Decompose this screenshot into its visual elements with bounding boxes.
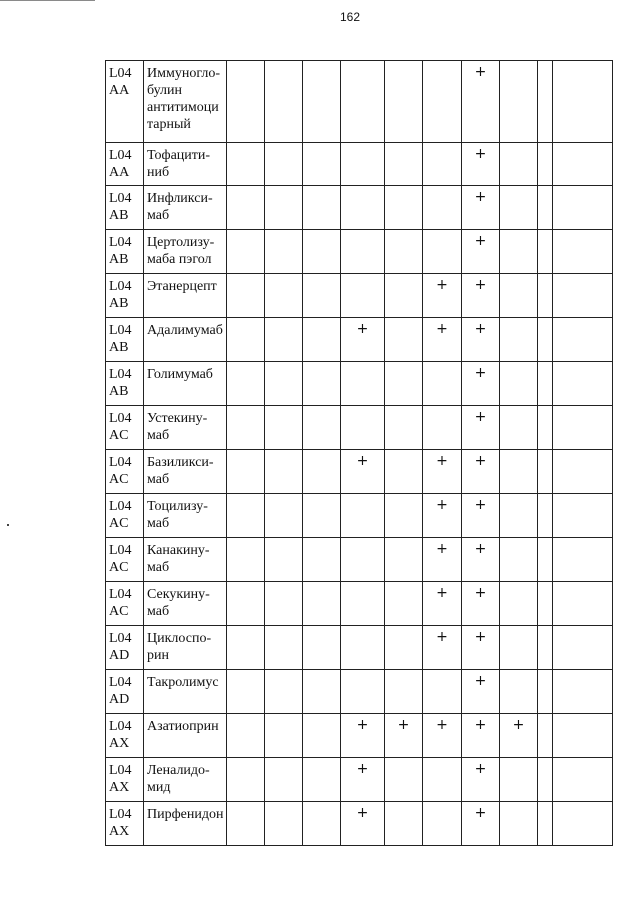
mark-cell xyxy=(341,61,385,143)
table-row xyxy=(106,802,613,846)
mark-cell xyxy=(500,582,538,626)
mark-cell xyxy=(385,450,423,494)
mark-cell xyxy=(385,318,423,362)
mark-cell xyxy=(538,406,553,450)
mark-cell xyxy=(500,626,538,670)
table-row xyxy=(106,450,613,494)
drug-name-cell: Базиликси- маб xyxy=(144,450,227,494)
mark-cell: + xyxy=(423,450,462,494)
mark-cell: + xyxy=(341,318,385,362)
mark-cell xyxy=(500,362,538,406)
mark-cell xyxy=(341,274,385,318)
mark-cell xyxy=(553,758,613,802)
mark-cell: + xyxy=(341,714,385,758)
drug-name-cell: Азатиоприн xyxy=(144,714,227,758)
mark-cell xyxy=(385,670,423,714)
mark-cell xyxy=(538,582,553,626)
mark-cell xyxy=(500,758,538,802)
mark-cell: + xyxy=(462,362,500,406)
table-row xyxy=(106,626,613,670)
table-row xyxy=(106,582,613,626)
atc-code-cell: L04 AB xyxy=(106,230,144,274)
mark-cell: + xyxy=(341,450,385,494)
mark-cell xyxy=(423,362,462,406)
mark-cell: + xyxy=(423,714,462,758)
mark-cell xyxy=(227,626,265,670)
mark-cell xyxy=(265,714,303,758)
atc-code-cell: L04 AD xyxy=(106,670,144,714)
mark-cell xyxy=(423,61,462,143)
mark-cell xyxy=(553,406,613,450)
mark-cell xyxy=(265,758,303,802)
mark-cell xyxy=(265,362,303,406)
mark-cell xyxy=(303,714,341,758)
mark-cell: + xyxy=(462,670,500,714)
atc-code-cell: L04 AA xyxy=(106,61,144,143)
mark-cell: + xyxy=(423,318,462,362)
mark-cell xyxy=(553,61,613,143)
mark-cell xyxy=(500,538,538,582)
atc-code-cell: L04 AC xyxy=(106,538,144,582)
atc-code-cell: L04 AC xyxy=(106,450,144,494)
mark-cell: + xyxy=(462,230,500,274)
mark-cell: + xyxy=(341,802,385,846)
mark-cell: + xyxy=(462,274,500,318)
mark-cell xyxy=(538,61,553,143)
mark-cell xyxy=(227,362,265,406)
mark-cell xyxy=(553,450,613,494)
mark-cell xyxy=(385,186,423,230)
mark-cell xyxy=(538,714,553,758)
mark-cell xyxy=(500,406,538,450)
mark-cell xyxy=(500,230,538,274)
mark-cell xyxy=(385,61,423,143)
mark-cell xyxy=(341,494,385,538)
mark-cell: + xyxy=(423,494,462,538)
mark-cell: + xyxy=(423,626,462,670)
mark-cell xyxy=(385,802,423,846)
mark-cell xyxy=(227,274,265,318)
drug-name-cell: Цертолизу- маба пэгол xyxy=(144,230,227,274)
mark-cell xyxy=(553,186,613,230)
mark-cell xyxy=(423,186,462,230)
table-row xyxy=(106,143,613,186)
mark-cell xyxy=(538,670,553,714)
scan-speck xyxy=(7,524,9,526)
mark-cell xyxy=(303,318,341,362)
mark-cell xyxy=(265,318,303,362)
mark-cell xyxy=(265,626,303,670)
mark-cell xyxy=(303,758,341,802)
atc-code-cell: L04 AX xyxy=(106,714,144,758)
drug-table xyxy=(105,60,613,846)
mark-cell xyxy=(341,143,385,186)
mark-cell xyxy=(303,61,341,143)
mark-cell: + xyxy=(462,714,500,758)
mark-cell xyxy=(553,143,613,186)
mark-cell xyxy=(500,274,538,318)
mark-cell: + xyxy=(462,626,500,670)
mark-cell: + xyxy=(462,802,500,846)
mark-cell xyxy=(265,186,303,230)
mark-cell xyxy=(303,802,341,846)
mark-cell xyxy=(227,318,265,362)
mark-cell xyxy=(500,494,538,538)
mark-cell xyxy=(538,494,553,538)
table-row xyxy=(106,758,613,802)
mark-cell xyxy=(303,582,341,626)
table-row xyxy=(106,274,613,318)
mark-cell xyxy=(500,670,538,714)
mark-cell xyxy=(265,61,303,143)
mark-cell xyxy=(385,538,423,582)
mark-cell xyxy=(341,362,385,406)
mark-cell xyxy=(265,538,303,582)
atc-code-cell: L04 AC xyxy=(106,406,144,450)
atc-code-cell: L04 AD xyxy=(106,626,144,670)
mark-cell xyxy=(227,186,265,230)
mark-cell xyxy=(500,186,538,230)
atc-code-cell: L04 AC xyxy=(106,494,144,538)
mark-cell xyxy=(385,582,423,626)
mark-cell xyxy=(423,406,462,450)
table-row xyxy=(106,714,613,758)
mark-cell xyxy=(553,274,613,318)
mark-cell xyxy=(265,230,303,274)
mark-cell xyxy=(385,143,423,186)
mark-cell xyxy=(265,143,303,186)
mark-cell xyxy=(553,318,613,362)
drug-name-cell: Пирфенидон xyxy=(144,802,227,846)
mark-cell xyxy=(423,230,462,274)
mark-cell xyxy=(227,538,265,582)
mark-cell xyxy=(500,143,538,186)
mark-cell xyxy=(303,450,341,494)
mark-cell xyxy=(423,143,462,186)
mark-cell xyxy=(303,494,341,538)
drug-name-cell: Тофацити- ниб xyxy=(144,143,227,186)
mark-cell: + xyxy=(462,538,500,582)
mark-cell xyxy=(227,802,265,846)
scan-edge-line xyxy=(0,0,95,1)
atc-code-cell: L04 AC xyxy=(106,582,144,626)
mark-cell xyxy=(423,802,462,846)
mark-cell: + xyxy=(423,538,462,582)
mark-cell: + xyxy=(341,758,385,802)
mark-cell xyxy=(385,274,423,318)
mark-cell: + xyxy=(385,714,423,758)
mark-cell xyxy=(538,802,553,846)
mark-cell xyxy=(385,758,423,802)
table-row xyxy=(106,61,613,143)
table-row xyxy=(106,670,613,714)
mark-cell: + xyxy=(462,61,500,143)
atc-code-cell: L04 AX xyxy=(106,802,144,846)
mark-cell xyxy=(553,538,613,582)
mark-cell xyxy=(341,582,385,626)
drug-name-cell: Секукину- маб xyxy=(144,582,227,626)
mark-cell xyxy=(341,186,385,230)
mark-cell xyxy=(303,406,341,450)
drug-name-cell: Леналидо- мид xyxy=(144,758,227,802)
mark-cell: + xyxy=(462,406,500,450)
mark-cell xyxy=(265,802,303,846)
mark-cell xyxy=(500,318,538,362)
mark-cell xyxy=(553,362,613,406)
mark-cell xyxy=(423,758,462,802)
drug-name-cell: Такролимус xyxy=(144,670,227,714)
mark-cell xyxy=(227,230,265,274)
drug-name-cell: Устекину- маб xyxy=(144,406,227,450)
mark-cell xyxy=(500,450,538,494)
mark-cell xyxy=(227,582,265,626)
table-row xyxy=(106,230,613,274)
table-row xyxy=(106,494,613,538)
drug-name-cell: Инфликси- маб xyxy=(144,186,227,230)
mark-cell xyxy=(265,670,303,714)
mark-cell xyxy=(303,362,341,406)
drug-name-cell: Циклоспо- рин xyxy=(144,626,227,670)
table-row xyxy=(106,362,613,406)
atc-code-cell: L04 AB xyxy=(106,318,144,362)
mark-cell xyxy=(553,670,613,714)
mark-cell: + xyxy=(500,714,538,758)
page-number: 162 xyxy=(339,10,361,24)
table-row xyxy=(106,318,613,362)
mark-cell xyxy=(227,406,265,450)
mark-cell xyxy=(341,538,385,582)
atc-code-cell: L04 AB xyxy=(106,274,144,318)
mark-cell: + xyxy=(462,450,500,494)
atc-code-cell: L04 AB xyxy=(106,362,144,406)
drug-name-cell: Канакину- маб xyxy=(144,538,227,582)
mark-cell xyxy=(423,670,462,714)
mark-cell xyxy=(538,626,553,670)
mark-cell xyxy=(538,230,553,274)
mark-cell: + xyxy=(462,494,500,538)
table-body xyxy=(106,61,613,846)
mark-cell xyxy=(385,230,423,274)
table-row xyxy=(106,186,613,230)
mark-cell xyxy=(553,494,613,538)
mark-cell: + xyxy=(462,186,500,230)
mark-cell xyxy=(303,274,341,318)
mark-cell xyxy=(538,274,553,318)
mark-cell xyxy=(265,582,303,626)
mark-cell xyxy=(385,406,423,450)
table-row xyxy=(106,406,613,450)
atc-code-cell: L04 AA xyxy=(106,143,144,186)
mark-cell xyxy=(303,186,341,230)
mark-cell xyxy=(265,406,303,450)
mark-cell xyxy=(553,626,613,670)
mark-cell xyxy=(227,450,265,494)
mark-cell xyxy=(538,143,553,186)
mark-cell xyxy=(553,230,613,274)
mark-cell xyxy=(538,186,553,230)
mark-cell xyxy=(500,802,538,846)
mark-cell xyxy=(303,230,341,274)
drug-name-cell: Тоцилизу- маб xyxy=(144,494,227,538)
mark-cell xyxy=(385,626,423,670)
atc-code-cell: L04 AB xyxy=(106,186,144,230)
mark-cell xyxy=(303,143,341,186)
mark-cell xyxy=(538,450,553,494)
mark-cell xyxy=(341,626,385,670)
mark-cell xyxy=(227,670,265,714)
mark-cell xyxy=(341,406,385,450)
mark-cell xyxy=(303,670,341,714)
mark-cell xyxy=(538,318,553,362)
mark-cell xyxy=(227,61,265,143)
mark-cell: + xyxy=(462,758,500,802)
mark-cell xyxy=(553,582,613,626)
mark-cell xyxy=(265,450,303,494)
drug-name-cell: Адалимумаб xyxy=(144,318,227,362)
mark-cell xyxy=(265,274,303,318)
mark-cell xyxy=(341,230,385,274)
mark-cell xyxy=(385,362,423,406)
mark-cell: + xyxy=(462,582,500,626)
drug-name-cell: Иммуногло- булин антитимоци тарный xyxy=(144,61,227,143)
mark-cell xyxy=(500,61,538,143)
drug-name-cell: Голимумаб xyxy=(144,362,227,406)
mark-cell xyxy=(385,494,423,538)
mark-cell xyxy=(303,626,341,670)
mark-cell xyxy=(265,494,303,538)
mark-cell xyxy=(227,494,265,538)
mark-cell xyxy=(341,670,385,714)
table-row xyxy=(106,538,613,582)
mark-cell: + xyxy=(462,143,500,186)
mark-cell xyxy=(538,758,553,802)
mark-cell xyxy=(227,714,265,758)
mark-cell: + xyxy=(462,318,500,362)
mark-cell xyxy=(303,538,341,582)
drug-name-cell: Этанерцепт xyxy=(144,274,227,318)
mark-cell xyxy=(227,143,265,186)
mark-cell xyxy=(538,362,553,406)
mark-cell xyxy=(538,538,553,582)
mark-cell: + xyxy=(423,582,462,626)
mark-cell xyxy=(227,758,265,802)
mark-cell xyxy=(553,714,613,758)
mark-cell: + xyxy=(423,274,462,318)
mark-cell xyxy=(553,802,613,846)
atc-code-cell: L04 AX xyxy=(106,758,144,802)
